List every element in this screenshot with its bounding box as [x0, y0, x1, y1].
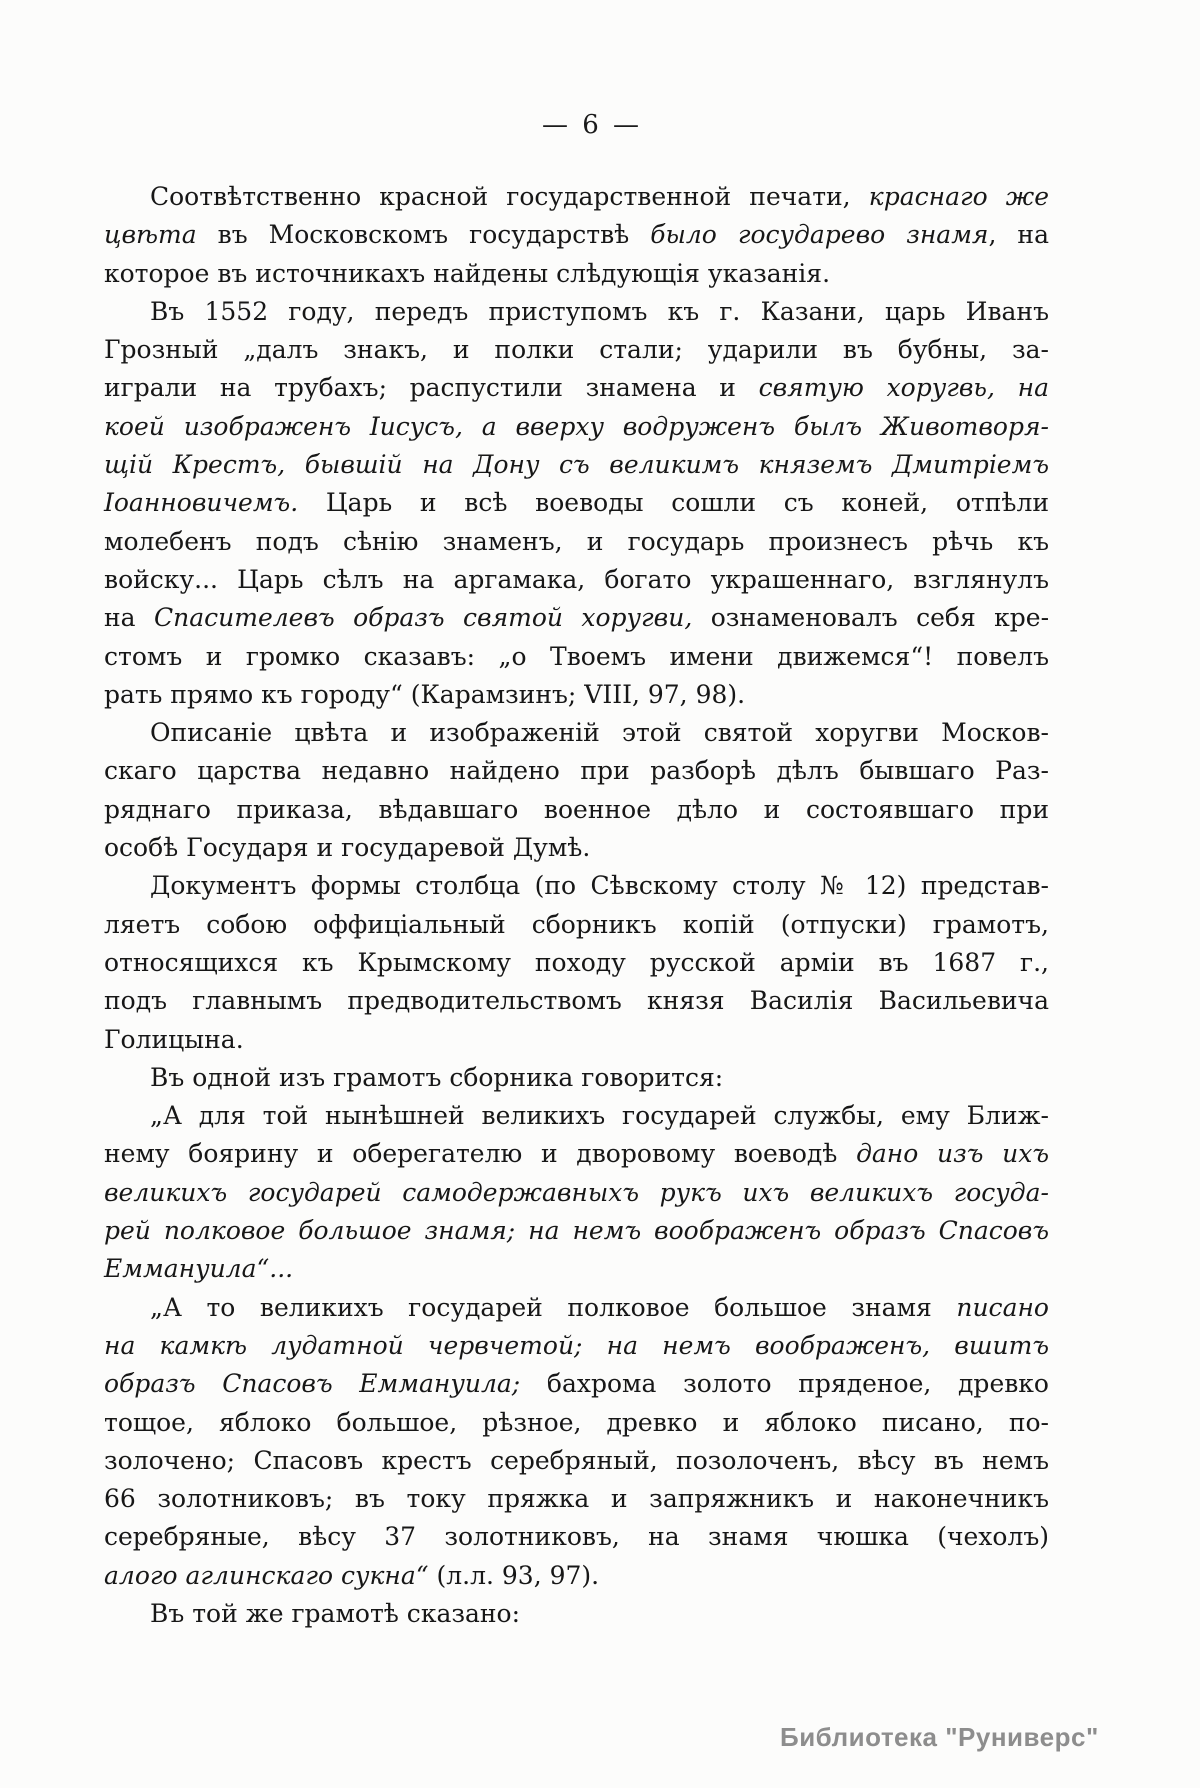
text-run: Царь и всѣ воеводы сошли съ коней, отпѣли: [298, 488, 1049, 518]
text-run: тощое, яблоко большое, рѣзное, древко и яблоко писано, по-: [104, 1407, 1049, 1437]
paragraph: [104, 1289, 1049, 1595]
text-line: [104, 1365, 1049, 1403]
text-run: подъ главнымъ предводительствомъ князя Василія Васильевича: [104, 986, 1049, 1016]
text-line: [104, 906, 1049, 944]
italic-text-run: Іоанновичемъ.: [104, 488, 299, 518]
text-line: [104, 178, 1049, 216]
italic-text-run: было государево знамя: [650, 220, 989, 250]
text-line: [104, 1059, 1049, 1097]
text-line: [104, 1442, 1049, 1480]
text-line: [104, 408, 1049, 446]
italic-text-run: щій Крестъ, бывшій на Дону съ великимъ княземъ Дмитріемъ: [104, 450, 1049, 480]
text-line: [104, 369, 1049, 407]
text-line: [104, 982, 1049, 1020]
text-line: [104, 1595, 1049, 1633]
text-line: [104, 1289, 1049, 1327]
text-run: которое въ источникахъ найдены слѣдующія указанія.: [104, 258, 831, 288]
page-number: — 6 —: [541, 110, 643, 140]
text-run: бахрома золото пряденое, древко: [520, 1369, 1049, 1399]
text-line: [104, 484, 1049, 522]
text-run: Грозный „далъ знакъ, и полки стали; ударили въ бубны, за-: [104, 335, 1049, 365]
text-line: [104, 1021, 1049, 1059]
paragraph: [104, 714, 1049, 867]
text-line: [104, 1557, 1049, 1595]
text-run: Въ той же грамотѣ сказано:: [150, 1598, 521, 1628]
text-line: [104, 1097, 1049, 1135]
text-run: скаго царства недавно найдено при разборѣ дѣлъ бывшаго Раз-: [104, 756, 1049, 786]
paragraph: [104, 293, 1049, 714]
italic-text-run: коей изображенъ Іисусъ, а вверху водруженъ былъ Животворя-: [104, 411, 1049, 441]
text-run: нему боярину и оберегателю и дворовому воеводѣ: [104, 1139, 857, 1169]
text-run: 66 золотниковъ; въ току пряжка и запряжникъ и наконечникъ: [104, 1484, 1049, 1514]
text-line: [104, 293, 1049, 331]
italic-text-run: на камкѣ лудатной червчетой; на немъ воображенъ, вшитъ: [104, 1330, 1049, 1360]
italic-text-run: алого аглинскаго сукна“: [104, 1560, 429, 1590]
text-run: стомъ и громко сказавъ: „о Твоемъ имени движемся“! повелъ: [104, 641, 1049, 671]
library-watermark: Библиотека "Руниверс": [780, 1722, 1099, 1752]
text-run: рать прямо къ городу“ (Карамзинъ; VIII, 97, 98).: [104, 679, 746, 709]
italic-text-run: дано изъ ихъ: [856, 1139, 1049, 1169]
italic-text-run: Спасителевъ образъ святой хоругви,: [154, 603, 693, 633]
text-run: ряднаго приказа, вѣдавшаго военное дѣло и состоявшаго при: [104, 794, 1049, 824]
text-run: относящихся къ Крымскому походу русской арміи въ 1687 г.,: [104, 947, 1049, 977]
text-line: [104, 867, 1049, 905]
text-line: [104, 446, 1049, 484]
text-line: [104, 714, 1049, 752]
text-run: въ Московскомъ государствѣ: [196, 220, 651, 250]
text-run: „А для той нынѣшней великихъ государей службы, ему Ближ-: [150, 1101, 1049, 1131]
text-line: [104, 676, 1049, 714]
paragraph: [104, 178, 1049, 293]
italic-text-run: святую хоругвь, на: [758, 373, 1049, 403]
text-run: ознаменовалъ себя кре-: [692, 603, 1050, 633]
italic-text-run: Еммануила“...: [104, 1254, 294, 1284]
text-run: Соотвѣтственно красной государственной печати,: [150, 182, 869, 211]
paragraph: [104, 1059, 1049, 1097]
text-line: [104, 216, 1049, 254]
text-line: [104, 1250, 1049, 1288]
italic-text-run: великихъ государей самодержавныхъ рукъ ихъ великихъ госуда-: [104, 1177, 1049, 1207]
italic-text-run: образъ Спасовъ Еммануила;: [104, 1369, 521, 1399]
text-run: играли на трубахъ; распустили знамена и: [104, 373, 759, 403]
text-line: [104, 255, 1049, 293]
text-line: [104, 752, 1049, 790]
text-line: [104, 1404, 1049, 1442]
text-run: серебряные, вѣсу 37 золотниковъ, на знамя чюшка (чехолъ): [104, 1522, 1049, 1552]
text-line: [104, 829, 1049, 867]
text-line: [104, 1518, 1049, 1556]
text-run: , на: [988, 220, 1050, 250]
text-run: Описаніе цвѣта и изображеній этой святой хоругви Москов-: [150, 718, 1049, 748]
text-line: [104, 1135, 1049, 1173]
italic-text-run: писано: [956, 1292, 1049, 1322]
text-run: молебенъ подъ сѣнію знаменъ, и государь произнесъ рѣчь къ: [104, 526, 1049, 556]
italic-text-run: цвѣта: [104, 220, 197, 250]
text-line: [104, 791, 1049, 829]
text-line: [104, 1212, 1049, 1250]
text-line: [104, 599, 1049, 637]
paragraph: [104, 1097, 1049, 1288]
text-run: на: [104, 603, 154, 633]
text-run: Голицына.: [104, 1024, 244, 1054]
text-line: [104, 1327, 1049, 1365]
text-line: [104, 944, 1049, 982]
text-run: Документъ формы столбца (по Сѣвскому столу № 12) представ-: [150, 871, 1049, 901]
text-block: [104, 178, 1049, 1633]
text-run: „А то великихъ государей полковое большое знамя: [150, 1292, 957, 1322]
text-line: [104, 1480, 1049, 1518]
text-line: [104, 561, 1049, 599]
italic-text-run: рей полковое большое знамя; на немъ воображенъ образъ Спасовъ: [104, 1216, 1049, 1246]
text-run: золочено; Спасовъ крестъ серебряный, позолоченъ, вѣсу въ немъ: [104, 1445, 1049, 1475]
text-line: [104, 1174, 1049, 1212]
paragraph: [104, 867, 1049, 1058]
italic-text-run: краснаго же: [868, 182, 1049, 211]
text-run: войску... Царь сѣлъ на аргамака, богато украшеннаго, взглянулъ: [104, 564, 1049, 594]
text-run: Въ 1552 году, передъ приступомъ къ г. Казани, царь Иванъ: [150, 296, 1049, 326]
paragraph: [104, 1595, 1049, 1633]
text-line: [104, 331, 1049, 369]
text-line: [104, 638, 1049, 676]
text-line: [104, 523, 1049, 561]
text-run: особѣ Государя и государевой Думѣ.: [104, 833, 591, 863]
text-run: Въ одной изъ грамотъ сборника говорится:: [150, 1062, 724, 1092]
text-run: (л.л. 93, 97).: [428, 1560, 600, 1590]
text-run: ляетъ собою оффиціальный сборникъ копій (отпуски) грамотъ,: [104, 909, 1049, 939]
